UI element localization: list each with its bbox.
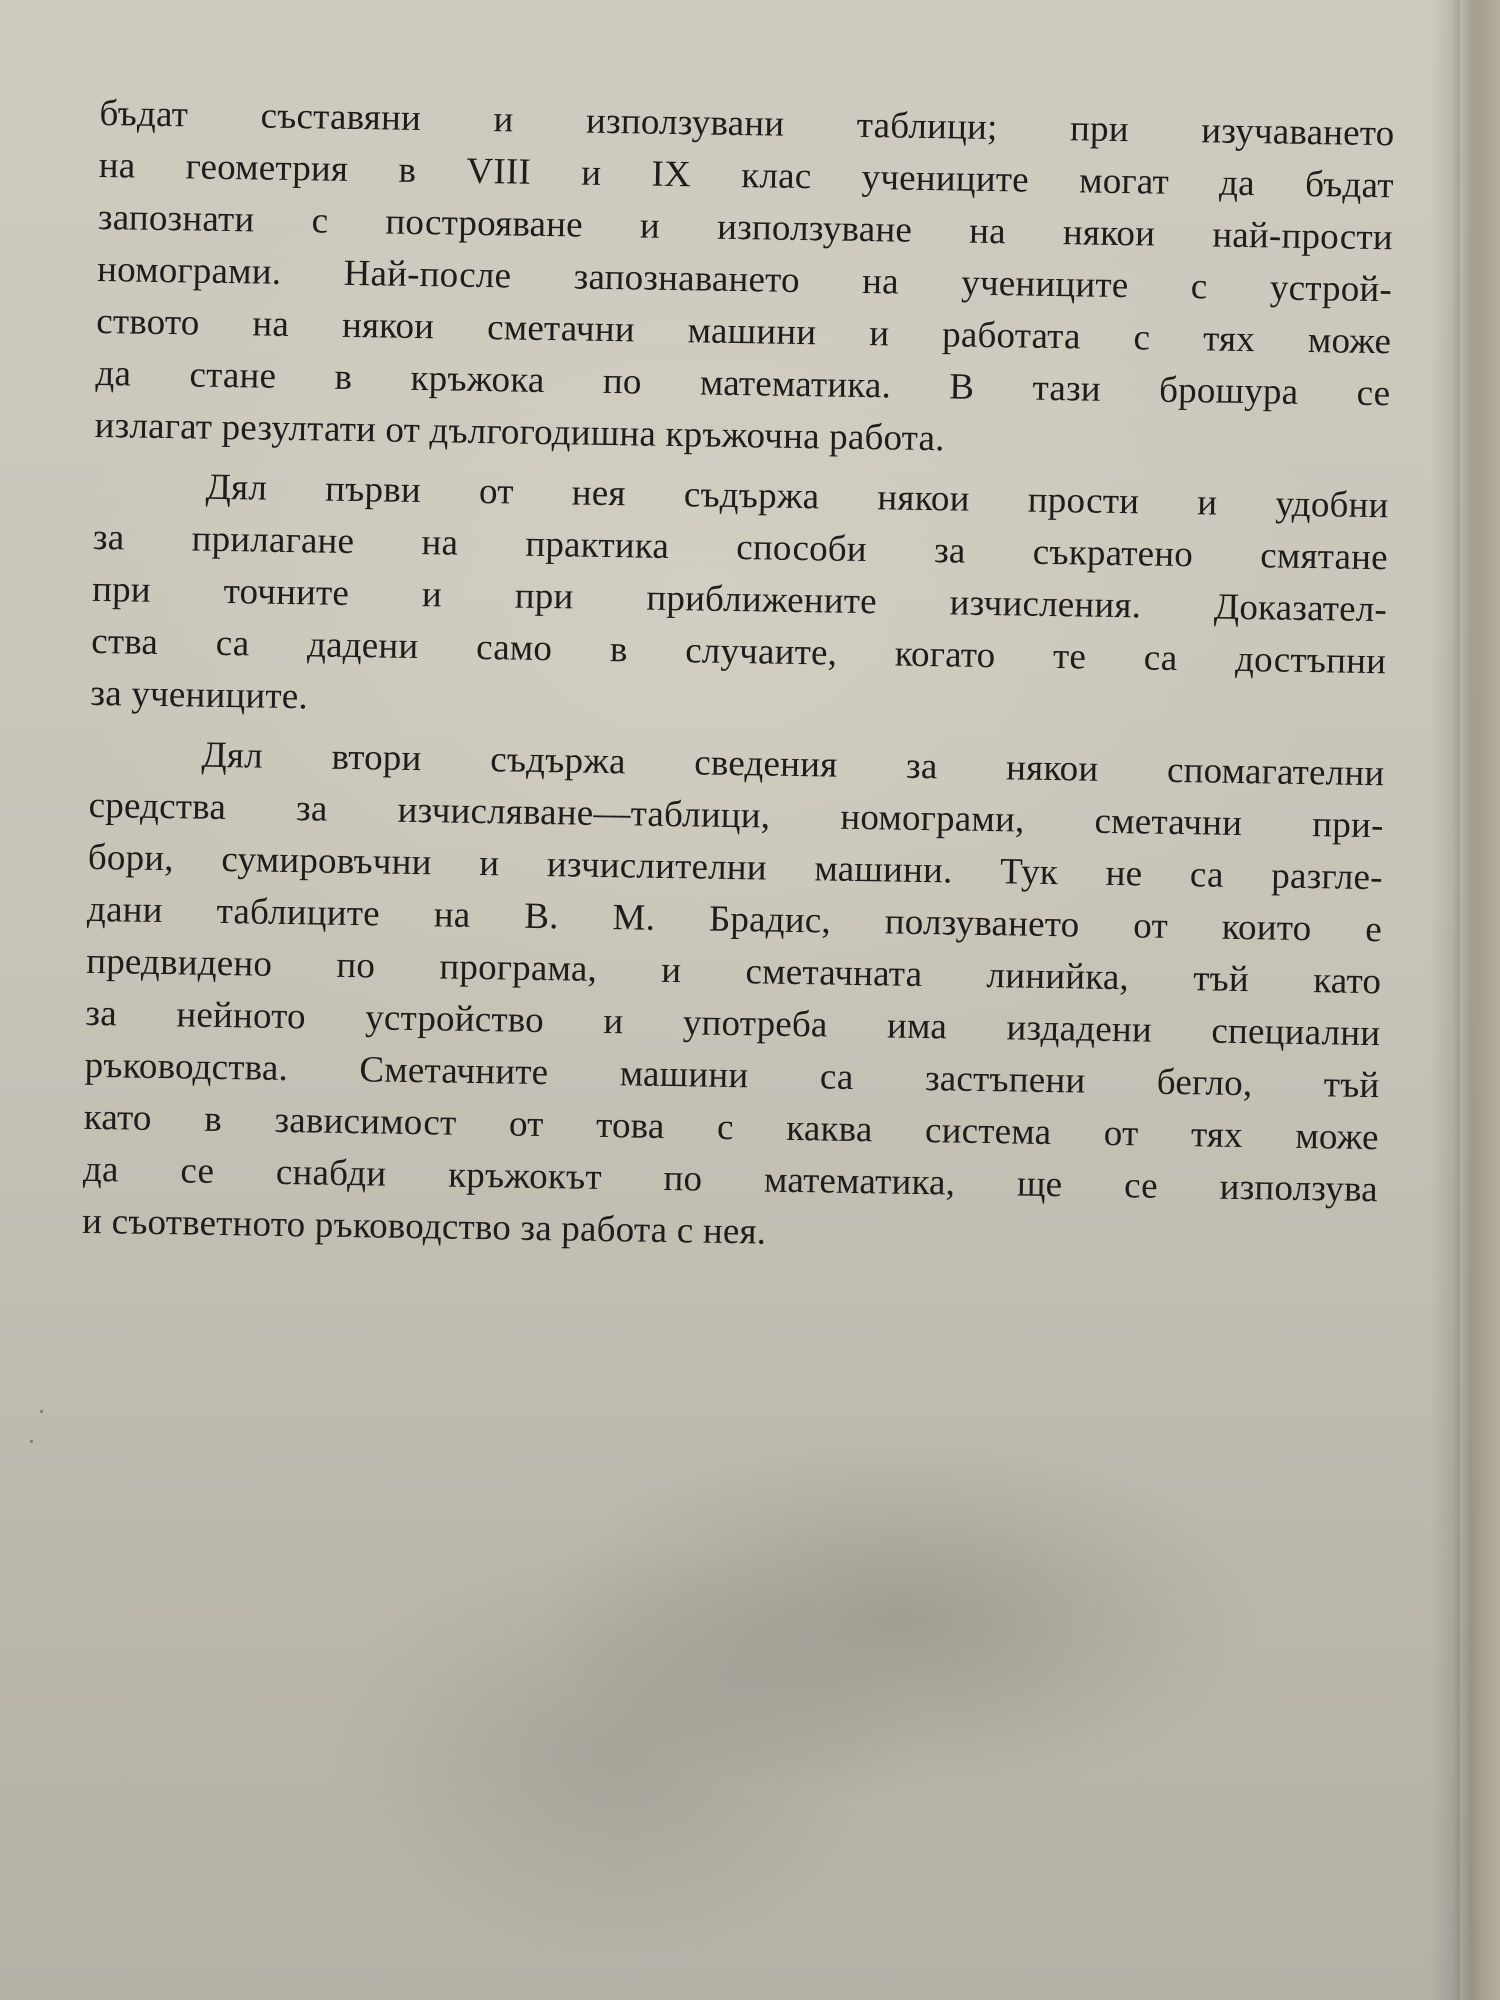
text-line: да стане в кръжока по математика. В тази брошура се: [95, 352, 1391, 415]
body-text: [82, 88, 1395, 1268]
text-line: бори, сумировъчни и изчислителни машини. Тук не са разгле-: [87, 836, 1384, 899]
paper-speck: [30, 1440, 33, 1443]
text-line: запознати с построяване и използуване на някои най-прости: [97, 196, 1394, 259]
text-line: излагат резултати от дългогодишна кръжочна работа.: [94, 404, 945, 460]
text-line: за нейното устройство и употреба има издадени специални: [85, 992, 1381, 1055]
text-line: ството на някои сметачни машини и работата с тях може: [96, 300, 1392, 363]
text-line: за прилагане на практика способи за съкратено смятане: [92, 516, 1389, 579]
text-line: средства за изчисляване—таблици, номограми, сметачни при-: [88, 784, 1384, 847]
text-line: като в зависимост от това с каква система от тях може: [83, 1096, 1379, 1159]
paragraph-2: [90, 460, 1389, 740]
text-line: ръководства. Сметачните машини са застъпени бегло, тъй: [84, 1044, 1380, 1107]
text-line: номограми. Най-после запознаването на учениците с устрой-: [96, 248, 1393, 311]
text-line: бъдат съставяни и използувани таблици; при изучаването: [99, 92, 1395, 155]
paragraph-1: [94, 88, 1395, 472]
text-line: за учениците.: [90, 672, 309, 718]
text-line: да се снабди кръжокът по математика, ще се използува: [82, 1148, 1379, 1211]
text-line: Дял втори съдържа сведения за някои спомагателни: [201, 734, 1385, 795]
paper-speck: [40, 1410, 43, 1413]
text-line: ства са дадени само в случаите, когато те са достъпни: [90, 620, 1387, 683]
text-line: Дял първи от нея съдържа някои прости и удобни: [205, 466, 1389, 527]
paragraph-3: [82, 728, 1385, 1268]
page-edge: [1452, 0, 1500, 2000]
text-line: предвидено по програма, и сметачната линийка, тъй като: [85, 940, 1382, 1003]
text-line: и съответното ръководство за работа с нея.: [81, 1200, 767, 1253]
text-line: на геометрия в VIII и IX клас учениците могат да бъдат: [98, 144, 1394, 207]
text-line: при точните и при приближените изчисления. Доказател-: [91, 568, 1388, 631]
text-line: дани таблиците на В. М. Брадис, ползуването от които е: [86, 888, 1383, 951]
